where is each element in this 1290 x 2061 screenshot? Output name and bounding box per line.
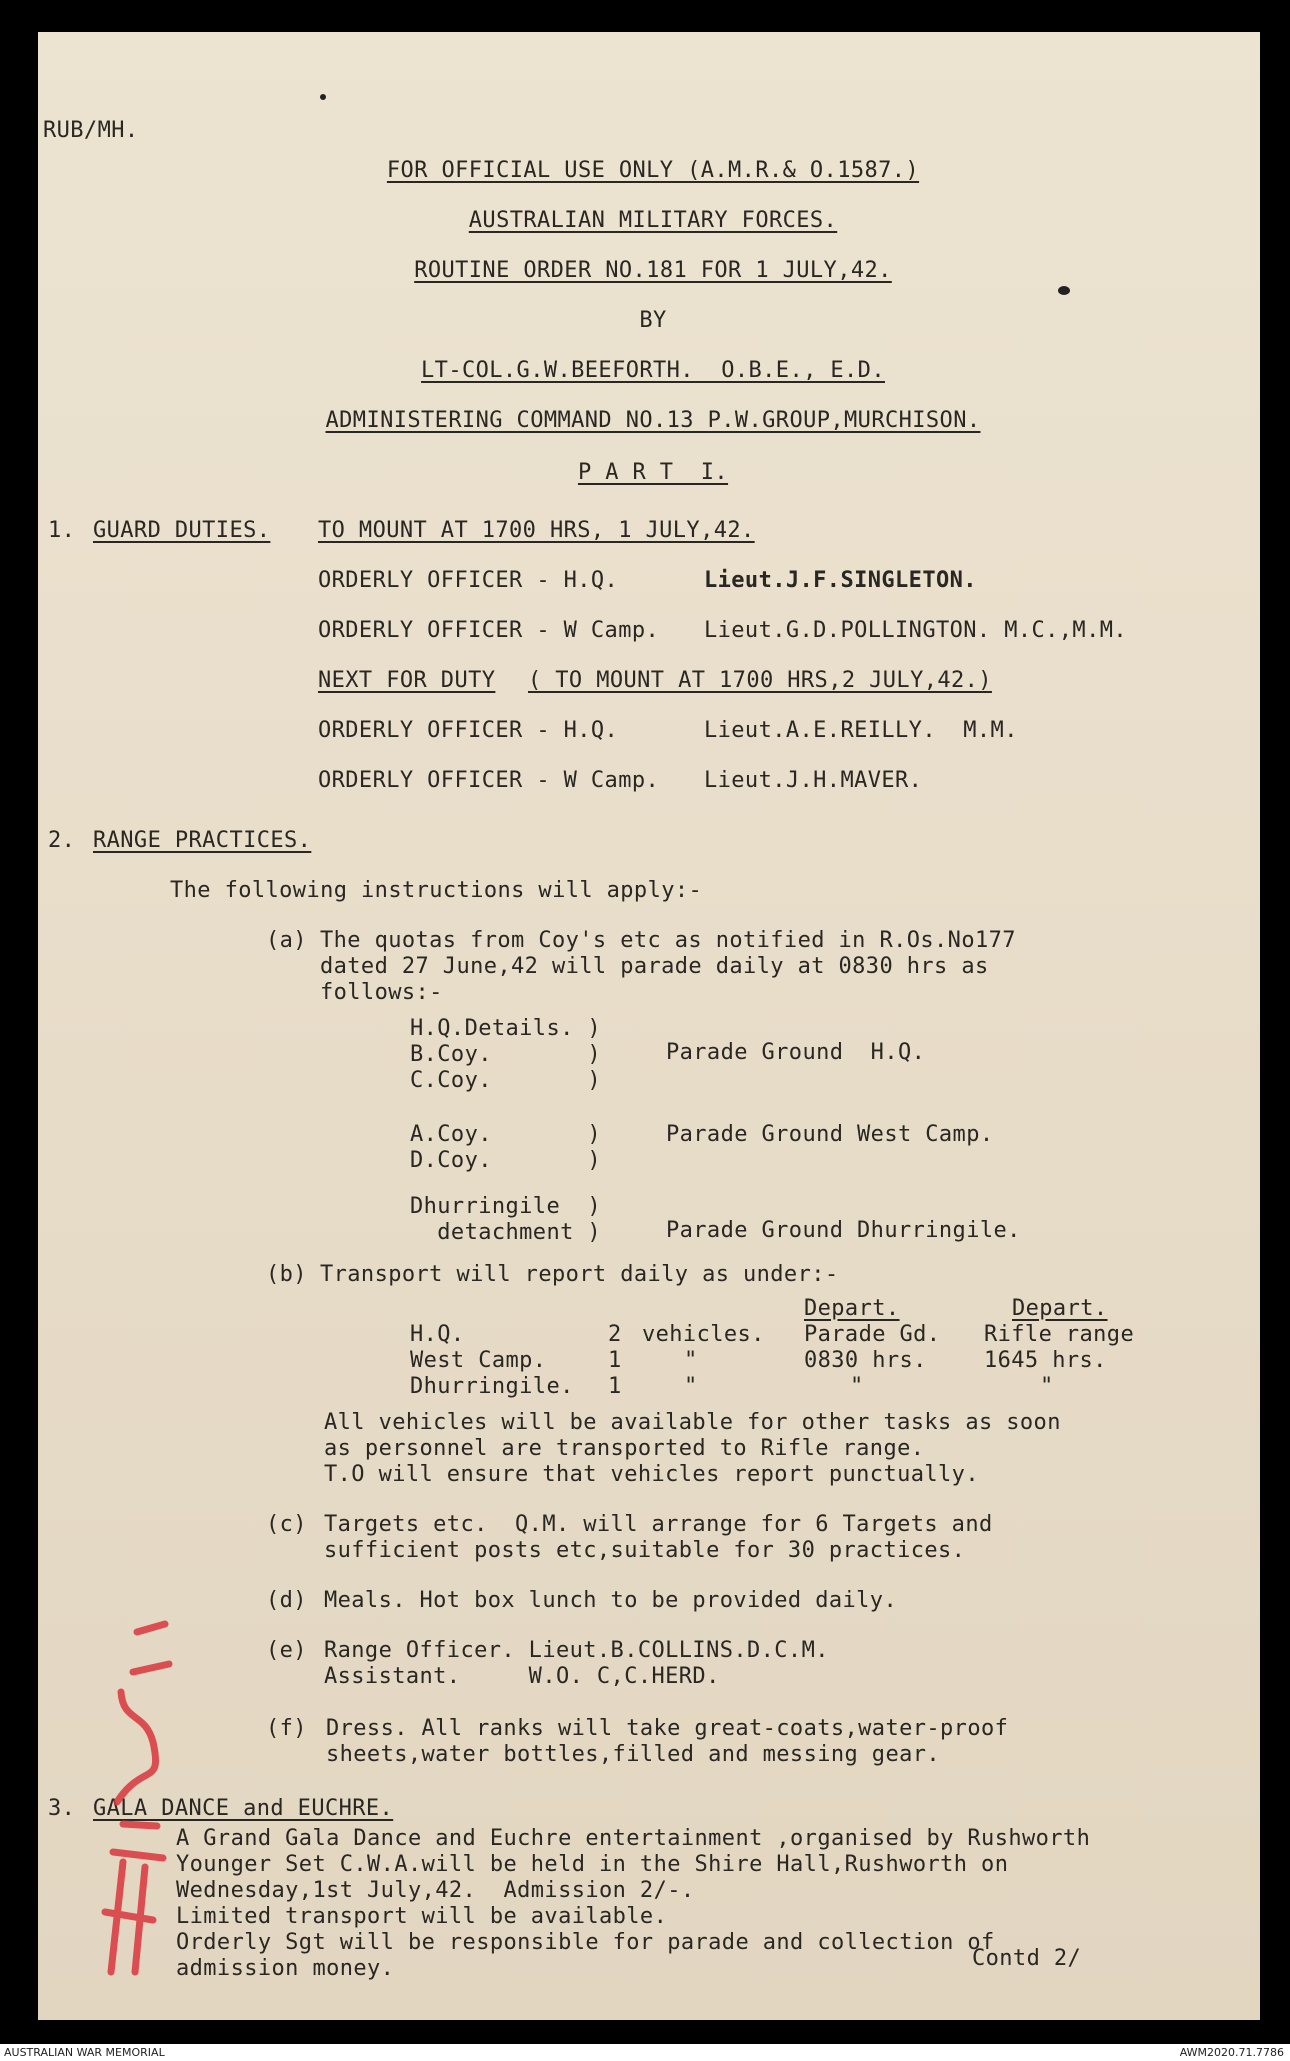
- unit-name: H.Q.Details. ): [410, 1016, 602, 1041]
- footer-id: AWM2020.71.7786: [1179, 2046, 1284, 2059]
- duty-role: ORDERLY OFFICER - W Camp.: [318, 768, 660, 793]
- duty-role: ORDERLY OFFICER - H.Q.: [318, 568, 619, 593]
- transport-vehicles: ": [684, 1374, 698, 1399]
- duty-role: ORDERLY OFFICER - H.Q.: [318, 718, 619, 743]
- duty-officer: Lieut.A.E.REILLY. M.M.: [704, 718, 1018, 743]
- ink-mark: [1058, 286, 1070, 295]
- section-text: Younger Set C.W.A.will be held in the Shire Hall,Rushworth on: [176, 1852, 1009, 1877]
- item-label: (b): [266, 1262, 307, 1287]
- item-text: Targets etc. Q.M. will arrange for 6 Targets and: [324, 1512, 993, 1537]
- transport-count: 1: [608, 1374, 622, 1399]
- item-text: Assistant. W.O. C,C.HERD.: [324, 1664, 720, 1689]
- order-title: ROUTINE ORDER NO.181 FOR 1 JULY,42.: [414, 258, 892, 283]
- handwritten-annotation: [83, 1612, 193, 1982]
- unit-name: C.Coy. ): [410, 1068, 602, 1093]
- item-text: Transport will report daily as under:-: [320, 1262, 839, 1287]
- ink-mark: [320, 94, 326, 100]
- item-label: (f): [266, 1716, 307, 1741]
- transport-from: 0830 hrs.: [804, 1348, 927, 1373]
- transport-from: Parade Gd.: [804, 1322, 941, 1347]
- item-text: sufficient posts etc,suitable for 30 practices.: [324, 1538, 966, 1563]
- archive-footer: [0, 2044, 1290, 2061]
- section-number: 1.: [48, 518, 76, 543]
- part-heading: P A R T I.: [577, 460, 729, 485]
- item-label: (d): [266, 1588, 307, 1613]
- section-text: Wednesday,1st July,42. Admission 2/-.: [176, 1878, 695, 1903]
- item-text: All vehicles will be available for other tasks as soon: [324, 1410, 1061, 1435]
- duty-officer: Lieut.J.F.SINGLETON.: [704, 568, 977, 593]
- section-number: 3.: [48, 1796, 76, 1821]
- item-text: The quotas from Coy's etc as notified in R.Os.No177: [320, 928, 1016, 953]
- item-text: dated 27 June,42 will parade daily at 0830 hrs as: [320, 954, 989, 979]
- duty-officer: Lieut.J.H.MAVER.: [704, 768, 923, 793]
- transport-count: 1: [608, 1348, 622, 1373]
- transport-count: 2: [608, 1322, 622, 1347]
- next-for-duty-label: NEXT FOR DUTY: [318, 668, 496, 693]
- item-text: follows:-: [320, 980, 443, 1005]
- parade-place: Parade Ground H.Q.: [666, 1040, 926, 1065]
- transport-place: H.Q.: [410, 1322, 465, 1347]
- depart-header: Depart.: [1012, 1296, 1108, 1321]
- parade-place: Parade Ground Dhurringile.: [666, 1218, 1021, 1243]
- reference-code: RUB/MH.: [43, 118, 139, 143]
- next-mount-line: ( TO MOUNT AT 1700 HRS,2 JULY,42.): [528, 668, 992, 693]
- parade-place: Parade Ground West Camp.: [666, 1122, 994, 1147]
- section-intro: The following instructions will apply:-: [170, 878, 703, 903]
- section-title: RANGE PRACTICES.: [93, 828, 312, 853]
- footer-source: AUSTRALIAN WAR MEMORIAL: [4, 2046, 165, 2059]
- transport-to: ": [1040, 1374, 1054, 1399]
- transport-place: Dhurringile.: [410, 1374, 574, 1399]
- by-line: BY: [639, 308, 667, 333]
- unit-name: A.Coy. ): [410, 1122, 602, 1147]
- unit-name: Dhurringile ): [410, 1194, 602, 1219]
- transport-place: West Camp.: [410, 1348, 547, 1373]
- item-text: Meals. Hot box lunch to be provided daily.: [324, 1588, 898, 1613]
- item-text: as personnel are transported to Rifle range.: [324, 1436, 925, 1461]
- section-title: GUARD DUTIES.: [93, 518, 271, 543]
- section-text: A Grand Gala Dance and Euchre entertainment ,organised by Rushworth: [176, 1826, 1091, 1851]
- item-label: (e): [266, 1638, 307, 1663]
- transport-from: ": [850, 1374, 864, 1399]
- unit-name: detachment ): [410, 1220, 602, 1245]
- depart-header: Depart.: [804, 1296, 900, 1321]
- duty-officer: Lieut.G.D.POLLINGTON. M.C.,M.M.: [704, 618, 1127, 643]
- transport-vehicles: vehicles.: [642, 1322, 765, 1347]
- item-text: Range Officer. Lieut.B.COLLINS.D.C.M.: [324, 1638, 829, 1663]
- organisation-line: AUSTRALIAN MILITARY FORCES.: [468, 208, 838, 233]
- classification-line: FOR OFFICIAL USE ONLY (A.M.R.& O.1587.): [386, 158, 920, 183]
- item-text: sheets,water bottles,filled and messing gear.: [326, 1742, 941, 1767]
- document-page: [38, 32, 1260, 2020]
- section-text: Orderly Sgt will be responsible for parade and collection of: [176, 1930, 995, 1955]
- section-text: admission money.: [176, 1956, 395, 1981]
- mount-line: TO MOUNT AT 1700 HRS, 1 JULY,42.: [318, 518, 755, 543]
- officer-line: LT-COL.G.W.BEEFORTH. O.B.E., E.D.: [421, 358, 885, 383]
- item-text: Dress. All ranks will take great-coats,water-proof: [326, 1716, 1009, 1741]
- continued-marker: Contd 2/: [972, 1946, 1082, 1971]
- section-text: Limited transport will be available.: [176, 1904, 668, 1929]
- transport-to: Rifle range: [984, 1322, 1135, 1347]
- transport-vehicles: ": [684, 1348, 698, 1373]
- item-text: T.O will ensure that vehicles report punctually.: [324, 1462, 979, 1487]
- item-label: (c): [266, 1512, 307, 1537]
- duty-role: ORDERLY OFFICER - W Camp.: [318, 618, 660, 643]
- unit-name: D.Coy. ): [410, 1148, 602, 1173]
- transport-to: 1645 hrs.: [984, 1348, 1107, 1373]
- command-line: ADMINISTERING COMMAND NO.13 P.W.GROUP,MURCHISON.: [325, 408, 981, 433]
- item-label: (a): [266, 928, 307, 953]
- section-number: 2.: [48, 828, 76, 853]
- unit-name: B.Coy. ): [410, 1042, 602, 1067]
- section-title: GALA DANCE and EUCHRE.: [93, 1796, 394, 1821]
